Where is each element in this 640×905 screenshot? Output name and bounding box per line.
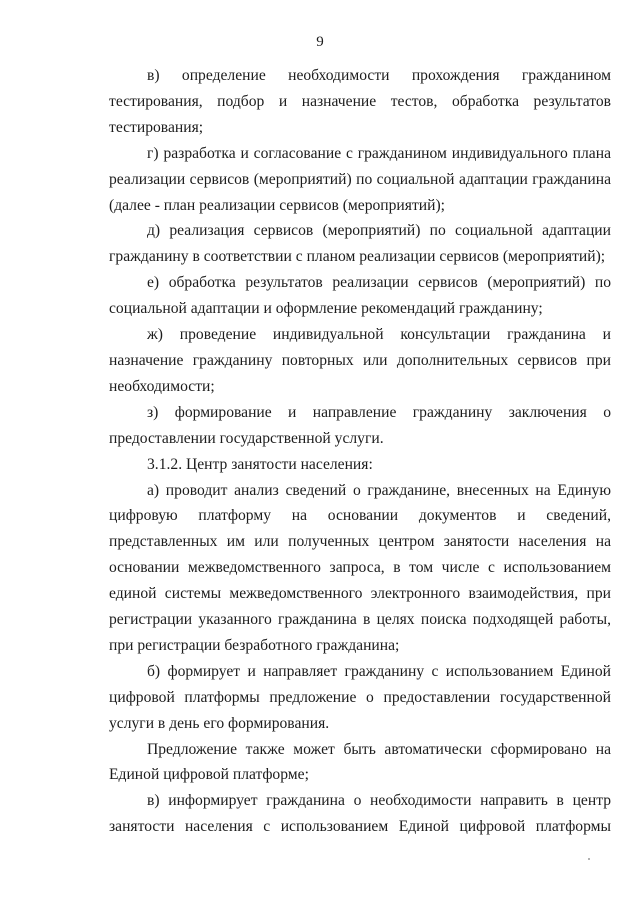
document-body xyxy=(109,63,611,840)
paragraph-offer-auto: Предложение также может быть автоматически сформировано на Единой цифровой платформе; xyxy=(109,740,611,784)
paragraph-b-offer: б) формирует и направляет гражданину с использованием Единой цифровой платформы предложение о предоставлении государственной услуги в день его формирования. xyxy=(109,662,611,732)
paragraph-z-conclusion: з) формирование и направление гражданину заключения о предоставлении государственной услуги. xyxy=(109,403,611,447)
section-heading-3-1-2: 3.1.2. Центр занятости населения: xyxy=(147,455,373,473)
paragraph-g-plan: г) разработка и согласование с гражданином индивидуального плана реализации сервисов (мероприятий) по социальной адаптации гражданина (далее - план реализации сервисов (мероприятий); xyxy=(109,144,611,214)
paragraph-zh-consultation: ж) проведение индивидуальной консультации гражданина и назначение гражданину повторных или дополнительных сервисов при необходимости; xyxy=(109,326,611,395)
page-number: 9 xyxy=(316,34,324,50)
scan-speck xyxy=(588,858,590,860)
paragraph-d-implementation: д) реализация сервисов (мероприятий) по социальной адаптации гражданину в соответствии с планом реализации сервисов (мероприятий); xyxy=(109,222,611,266)
paragraph-a-analysis: а) проводит анализ сведений о гражданине, внесенных на Единую цифровую платформу на основании документов и сведений, представленных им или полученных центром занятости населения на основании межведомственного запроса, в том числе с использованием единой системы межведомственного электронного взаимодействия, при регистрации указанного гражданина в целях поиска подходящей работы, при регистрации безработного гражданина; xyxy=(109,481,611,654)
paragraph-e-results: е) обработка результатов реализации сервисов (мероприятий) по социальной адаптации и оформление рекомендаций гражданину; xyxy=(109,274,611,318)
paragraph-v-testing: в) определение необходимости прохождения гражданином тестирования, подбор и назначение тестов, обработка результатов тестирования; xyxy=(109,67,611,136)
paragraph-v-inform: в) информирует гражданина о необходимости направить в центр занятости населения с использованием Единой цифровой платформы xyxy=(109,792,611,836)
